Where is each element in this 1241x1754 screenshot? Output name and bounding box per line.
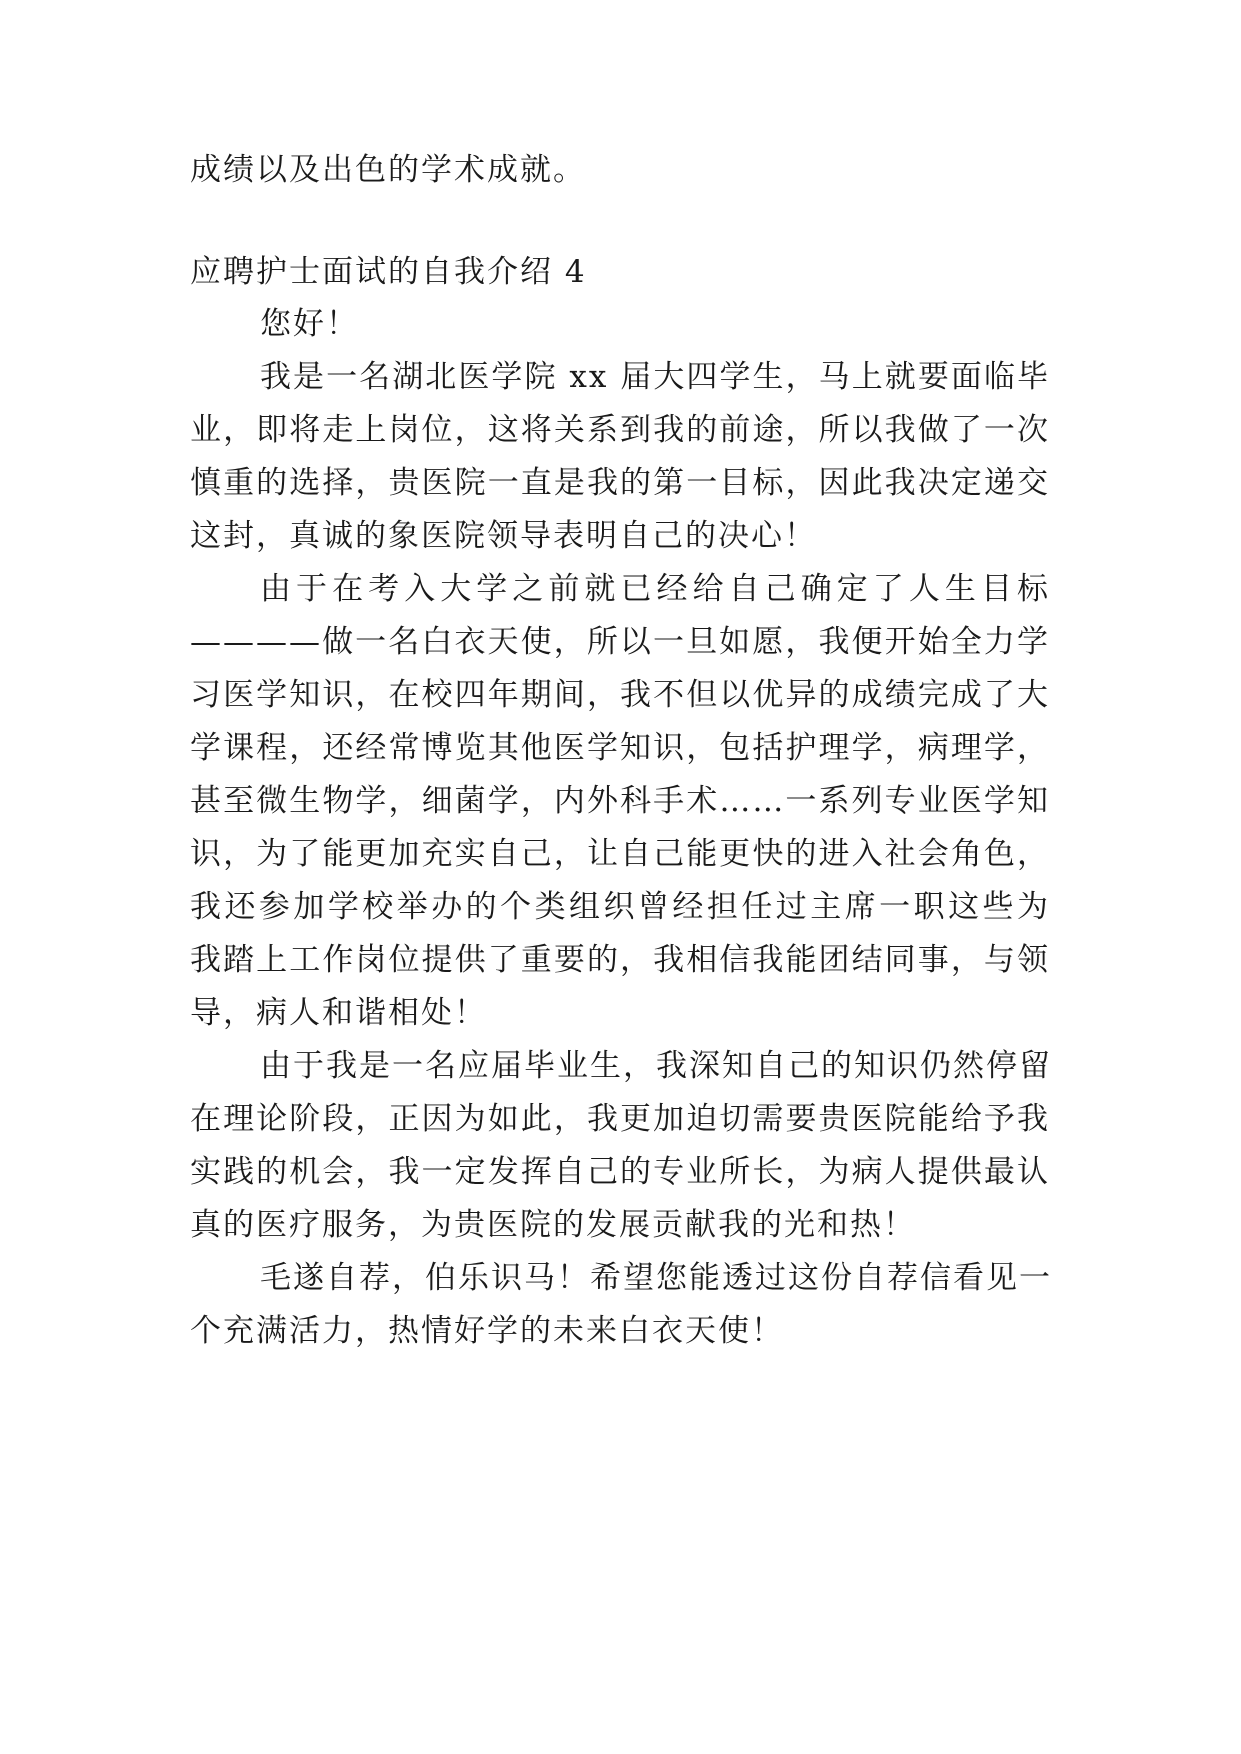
paragraph-2-line: 习医学知识，在校四年期间，我不但以优异的成绩完成了大 bbox=[190, 677, 1050, 713]
paragraph-3-line: 实践的机会，我一定发挥自己的专业所长，为病人提供最认 bbox=[190, 1154, 1050, 1190]
paragraph-fragment: 成绩以及出色的学术成就。 bbox=[190, 152, 586, 188]
paragraph-1-line: 业，即将走上岗位，这将关系到我的前途，所以我做了一次 bbox=[190, 412, 1050, 448]
paragraph-1-line: 这封，真诚的象医院领导表明自己的决心！ bbox=[190, 518, 817, 554]
paragraph-2-line: 由于在考入大学之前就已经给自己确定了人生目标 bbox=[260, 571, 1050, 607]
paragraph-2-line: 导，病人和谐相处！ bbox=[190, 995, 487, 1031]
paragraph-3-line: 真的医疗服务，为贵医院的发展贡献我的光和热！ bbox=[190, 1207, 916, 1243]
paragraph-2-line: 我还参加学校举办的个类组织曾经担任过主席一职这些为 bbox=[190, 889, 1050, 925]
paragraph-2-line: 我踏上工作岗位提供了重要的，我相信我能团结同事，与领 bbox=[190, 942, 1050, 978]
paragraph-2-line: 甚至微生物学，细菌学，内外科手术……一系列专业医学知 bbox=[190, 783, 1050, 819]
paragraph-4-line: 毛遂自荐，伯乐识马！希望您能透过这份自荐信看见一 bbox=[260, 1260, 1052, 1296]
section-title: 应聘护士面试的自我介绍 4 bbox=[190, 254, 587, 290]
paragraph-2-line: 学课程，还经常博览其他医学知识，包括护理学，病理学， bbox=[190, 730, 1050, 766]
paragraph-3-line: 由于我是一名应届毕业生，我深知自己的知识仍然停留 bbox=[260, 1048, 1052, 1084]
paragraph-3-line: 在理论阶段，正因为如此，我更加迫切需要贵医院能给予我 bbox=[190, 1101, 1050, 1137]
paragraph-2-line: ————做一名白衣天使，所以一旦如愿，我便开始全力学 bbox=[190, 624, 1050, 660]
paragraph-4-line: 个充满活力，热情好学的未来白衣天使！ bbox=[190, 1313, 784, 1349]
paragraph-1-line: 慎重的选择，贵医院一直是我的第一目标，因此我决定递交 bbox=[190, 465, 1050, 501]
paragraph-2-line: 识，为了能更加充实自己，让自己能更快的进入社会角色， bbox=[190, 836, 1050, 872]
greeting: 您好！ bbox=[260, 306, 359, 342]
paragraph-1-line: 我是一名湖北医学院 xx 届大四学生，马上就要面临毕 bbox=[260, 359, 1050, 395]
